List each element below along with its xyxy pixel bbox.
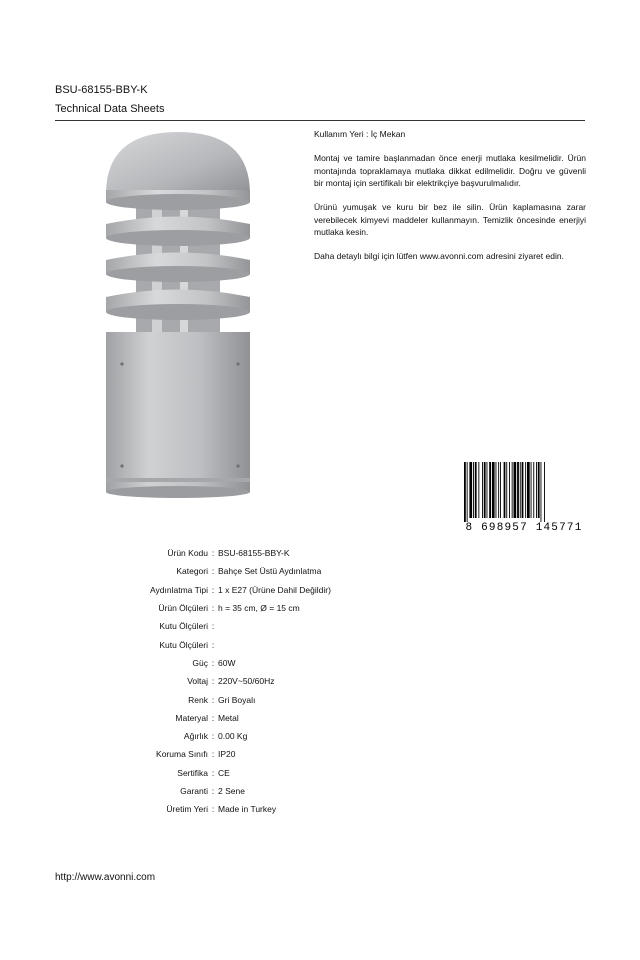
spec-separator: : bbox=[211, 804, 215, 815]
barcode-bar bbox=[496, 462, 497, 518]
spec-row bbox=[90, 745, 331, 763]
barcode-bar bbox=[478, 462, 479, 518]
spec-value: 60W bbox=[218, 657, 236, 668]
spec-separator: : bbox=[211, 749, 215, 760]
lamp-fin bbox=[106, 253, 250, 283]
spec-row bbox=[90, 544, 331, 562]
spec-label: Kutu Ölçüleri bbox=[159, 621, 208, 632]
barcode-bar bbox=[527, 462, 530, 518]
cleaning-paragraph: Ürünü yumuşak ve kuru bir bez ile silin. Ürün kaplamasına zarar verebilecek kimyevi maddeler kullanmayın. Temizlik öncesinde enerjiyi mutlaka kesin. bbox=[314, 202, 586, 237]
spec-value: 1 x E27 (Ürüne Dahil Değildir) bbox=[218, 584, 331, 595]
barcode-bar bbox=[500, 462, 501, 518]
barcode-bar bbox=[522, 462, 524, 518]
barcode-bar bbox=[473, 462, 474, 518]
spec-separator: : bbox=[211, 767, 215, 778]
spec-row bbox=[90, 654, 331, 672]
barcode-bar bbox=[514, 462, 517, 518]
lamp-fin bbox=[106, 290, 250, 321]
usage-location: Kullanım Yeri : İç Mekan bbox=[314, 129, 406, 139]
spec-label: Koruma Sınıfı bbox=[156, 749, 208, 760]
barcode-bar bbox=[498, 462, 499, 518]
barcode-bar bbox=[492, 462, 495, 518]
barcode-bar bbox=[512, 462, 513, 518]
spec-value: CE bbox=[218, 767, 230, 778]
spec-row bbox=[90, 635, 331, 653]
lamp-fin bbox=[106, 217, 250, 247]
barcode-digits: 8 698957 145771 bbox=[465, 522, 583, 532]
header-divider bbox=[55, 120, 585, 121]
spec-separator: : bbox=[211, 786, 215, 796]
spec-row bbox=[90, 727, 331, 745]
barcode-bar bbox=[520, 462, 521, 518]
spec-label: Renk bbox=[188, 694, 208, 705]
spec-value: Metal bbox=[218, 712, 239, 723]
spec-row bbox=[90, 617, 331, 635]
spec-row bbox=[90, 782, 331, 800]
spec-separator: : bbox=[211, 548, 215, 559]
spec-separator: : bbox=[211, 603, 215, 614]
spec-row bbox=[90, 690, 331, 708]
barcode-bar bbox=[504, 462, 506, 518]
spec-value: h = 35 cm, Ø = 15 cm bbox=[218, 603, 300, 614]
spec-label: Aydınlatma Tipi bbox=[150, 584, 208, 595]
spec-row bbox=[90, 562, 331, 580]
spec-label: Güç bbox=[192, 657, 208, 668]
barcode-bar bbox=[509, 462, 510, 518]
barcode-bar bbox=[531, 462, 532, 518]
barcode-bar bbox=[489, 462, 491, 518]
spec-value: 220V~50/60Hz bbox=[218, 676, 275, 687]
spec-row bbox=[90, 709, 331, 727]
barcode-bar bbox=[541, 462, 542, 522]
spec-row bbox=[90, 800, 331, 818]
spec-label: Kutu Ölçüleri bbox=[159, 639, 208, 650]
barcode-bar bbox=[536, 462, 537, 518]
spec-row bbox=[90, 672, 331, 690]
spec-label: Materyal bbox=[175, 712, 208, 723]
spec-label: Kategori bbox=[176, 566, 208, 577]
barcode-bar bbox=[525, 462, 526, 518]
spec-separator: : bbox=[211, 584, 215, 595]
product-image bbox=[92, 132, 264, 502]
spec-value: Made in Turkey bbox=[218, 804, 277, 815]
barcode-bar bbox=[482, 462, 483, 518]
spec-row bbox=[90, 764, 331, 782]
website-paragraph: Daha detaylı bilgi için lütfen www.avonni.com adresini ziyaret edin. bbox=[314, 251, 564, 262]
spec-label: Ürün Kodu bbox=[167, 548, 208, 559]
spec-separator: : bbox=[211, 657, 215, 668]
document-subtitle: Technical Data Sheets bbox=[55, 103, 165, 115]
spec-value: Gri Boyalı bbox=[218, 694, 256, 705]
spec-label: Garanti bbox=[180, 786, 208, 796]
barcode-bar bbox=[487, 462, 488, 518]
barcode-bar bbox=[544, 462, 545, 522]
spec-separator: : bbox=[211, 621, 215, 632]
barcode-bar bbox=[538, 462, 540, 518]
safety-paragraph: Montaj ve tamire başlanmadan önce enerji mutlaka kesilmelidir. Ürün montajında topraklamaya mutlaka dikkat edilmelidir. Doğru ve güvenli bir montaj için sertifikalı bir elektrikçiye başvurulmalıdır. bbox=[314, 153, 586, 188]
spec-label: Üretim Yeri bbox=[166, 804, 208, 815]
barcode-bar bbox=[467, 462, 468, 522]
spec-value: 2 Sene bbox=[218, 786, 245, 796]
spec-row bbox=[90, 599, 331, 617]
barcode-bar bbox=[533, 462, 534, 518]
spec-separator: : bbox=[211, 731, 215, 742]
spec-label: Ürün Ölçüleri bbox=[158, 603, 208, 614]
barcode-bar bbox=[469, 462, 472, 518]
barcode-bar bbox=[475, 462, 477, 518]
barcode-bar bbox=[506, 462, 507, 518]
spec-label: Ağırlık bbox=[183, 731, 208, 742]
spec-separator: : bbox=[211, 712, 215, 723]
spec-separator: : bbox=[211, 639, 215, 650]
spec-label: Voltaj bbox=[187, 676, 208, 687]
spec-value: IP20 bbox=[218, 749, 236, 760]
spec-separator: : bbox=[211, 676, 215, 687]
barcode-bar bbox=[464, 462, 466, 522]
spec-value: Bahçe Set Üstü Aydınlatma bbox=[218, 566, 322, 577]
spec-label: Sertifika bbox=[177, 767, 208, 778]
spec-separator: : bbox=[211, 694, 215, 705]
spec-table bbox=[90, 544, 331, 818]
barcode-bar bbox=[517, 462, 519, 518]
barcode-bar bbox=[484, 462, 486, 518]
info-text-block bbox=[314, 128, 586, 275]
spec-value: 0.00 Kg bbox=[218, 731, 248, 742]
product-code-heading: BSU-68155-BBY-K bbox=[55, 84, 148, 96]
website-link[interactable]: http://www.avonni.com bbox=[55, 872, 156, 883]
spec-value: BSU-68155-BBY-K bbox=[218, 548, 290, 559]
spec-row bbox=[90, 581, 331, 599]
spec-separator: : bbox=[211, 566, 215, 577]
barcode bbox=[462, 462, 586, 532]
